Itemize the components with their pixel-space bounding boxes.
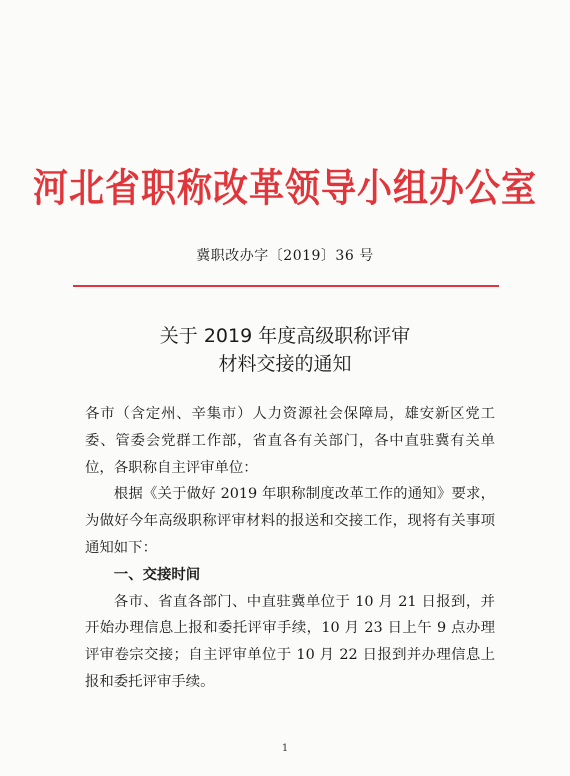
red-divider — [73, 285, 499, 287]
notice-title-line2: 材料交接的通知 — [218, 353, 352, 375]
section1-paragraph: 各市、省直各部门、中直驻冀单位于 10 月 21 日报到，并开始办理信息上报和委托评审手续，10 月 23 日上午 9 点办理评审卷宗交接；自主评审单位于 10 月 22 日报到并办理信息上报和委托评审手续。 — [85, 593, 495, 690]
notice-title-line1: 关于 2019 年度高级职称评审 — [159, 325, 411, 347]
intro-paragraph: 根据《关于做好 2019 年职称制度改革工作的通知》要求，为做好今年高级职称评审材料的报送和交接工作，现将有关事项通知如下： — [85, 486, 495, 556]
notice-body — [85, 401, 495, 696]
addressees-paragraph: 各市（含定州、辛集市）人力资源社会保障局，雄安新区党工委、管委会党群工作部，省直各有关部门，各中直驻冀有关单位，各职称自主评审单位： — [85, 406, 495, 476]
notice-title — [0, 322, 570, 378]
page-number: 1 — [281, 743, 289, 754]
document-number: 冀职改办字〔2019〕36 号 — [196, 248, 374, 264]
section1-heading: 一、交接时间 — [113, 566, 201, 583]
office-title: 河北省职称改革领导小组办公室 — [32, 165, 537, 212]
